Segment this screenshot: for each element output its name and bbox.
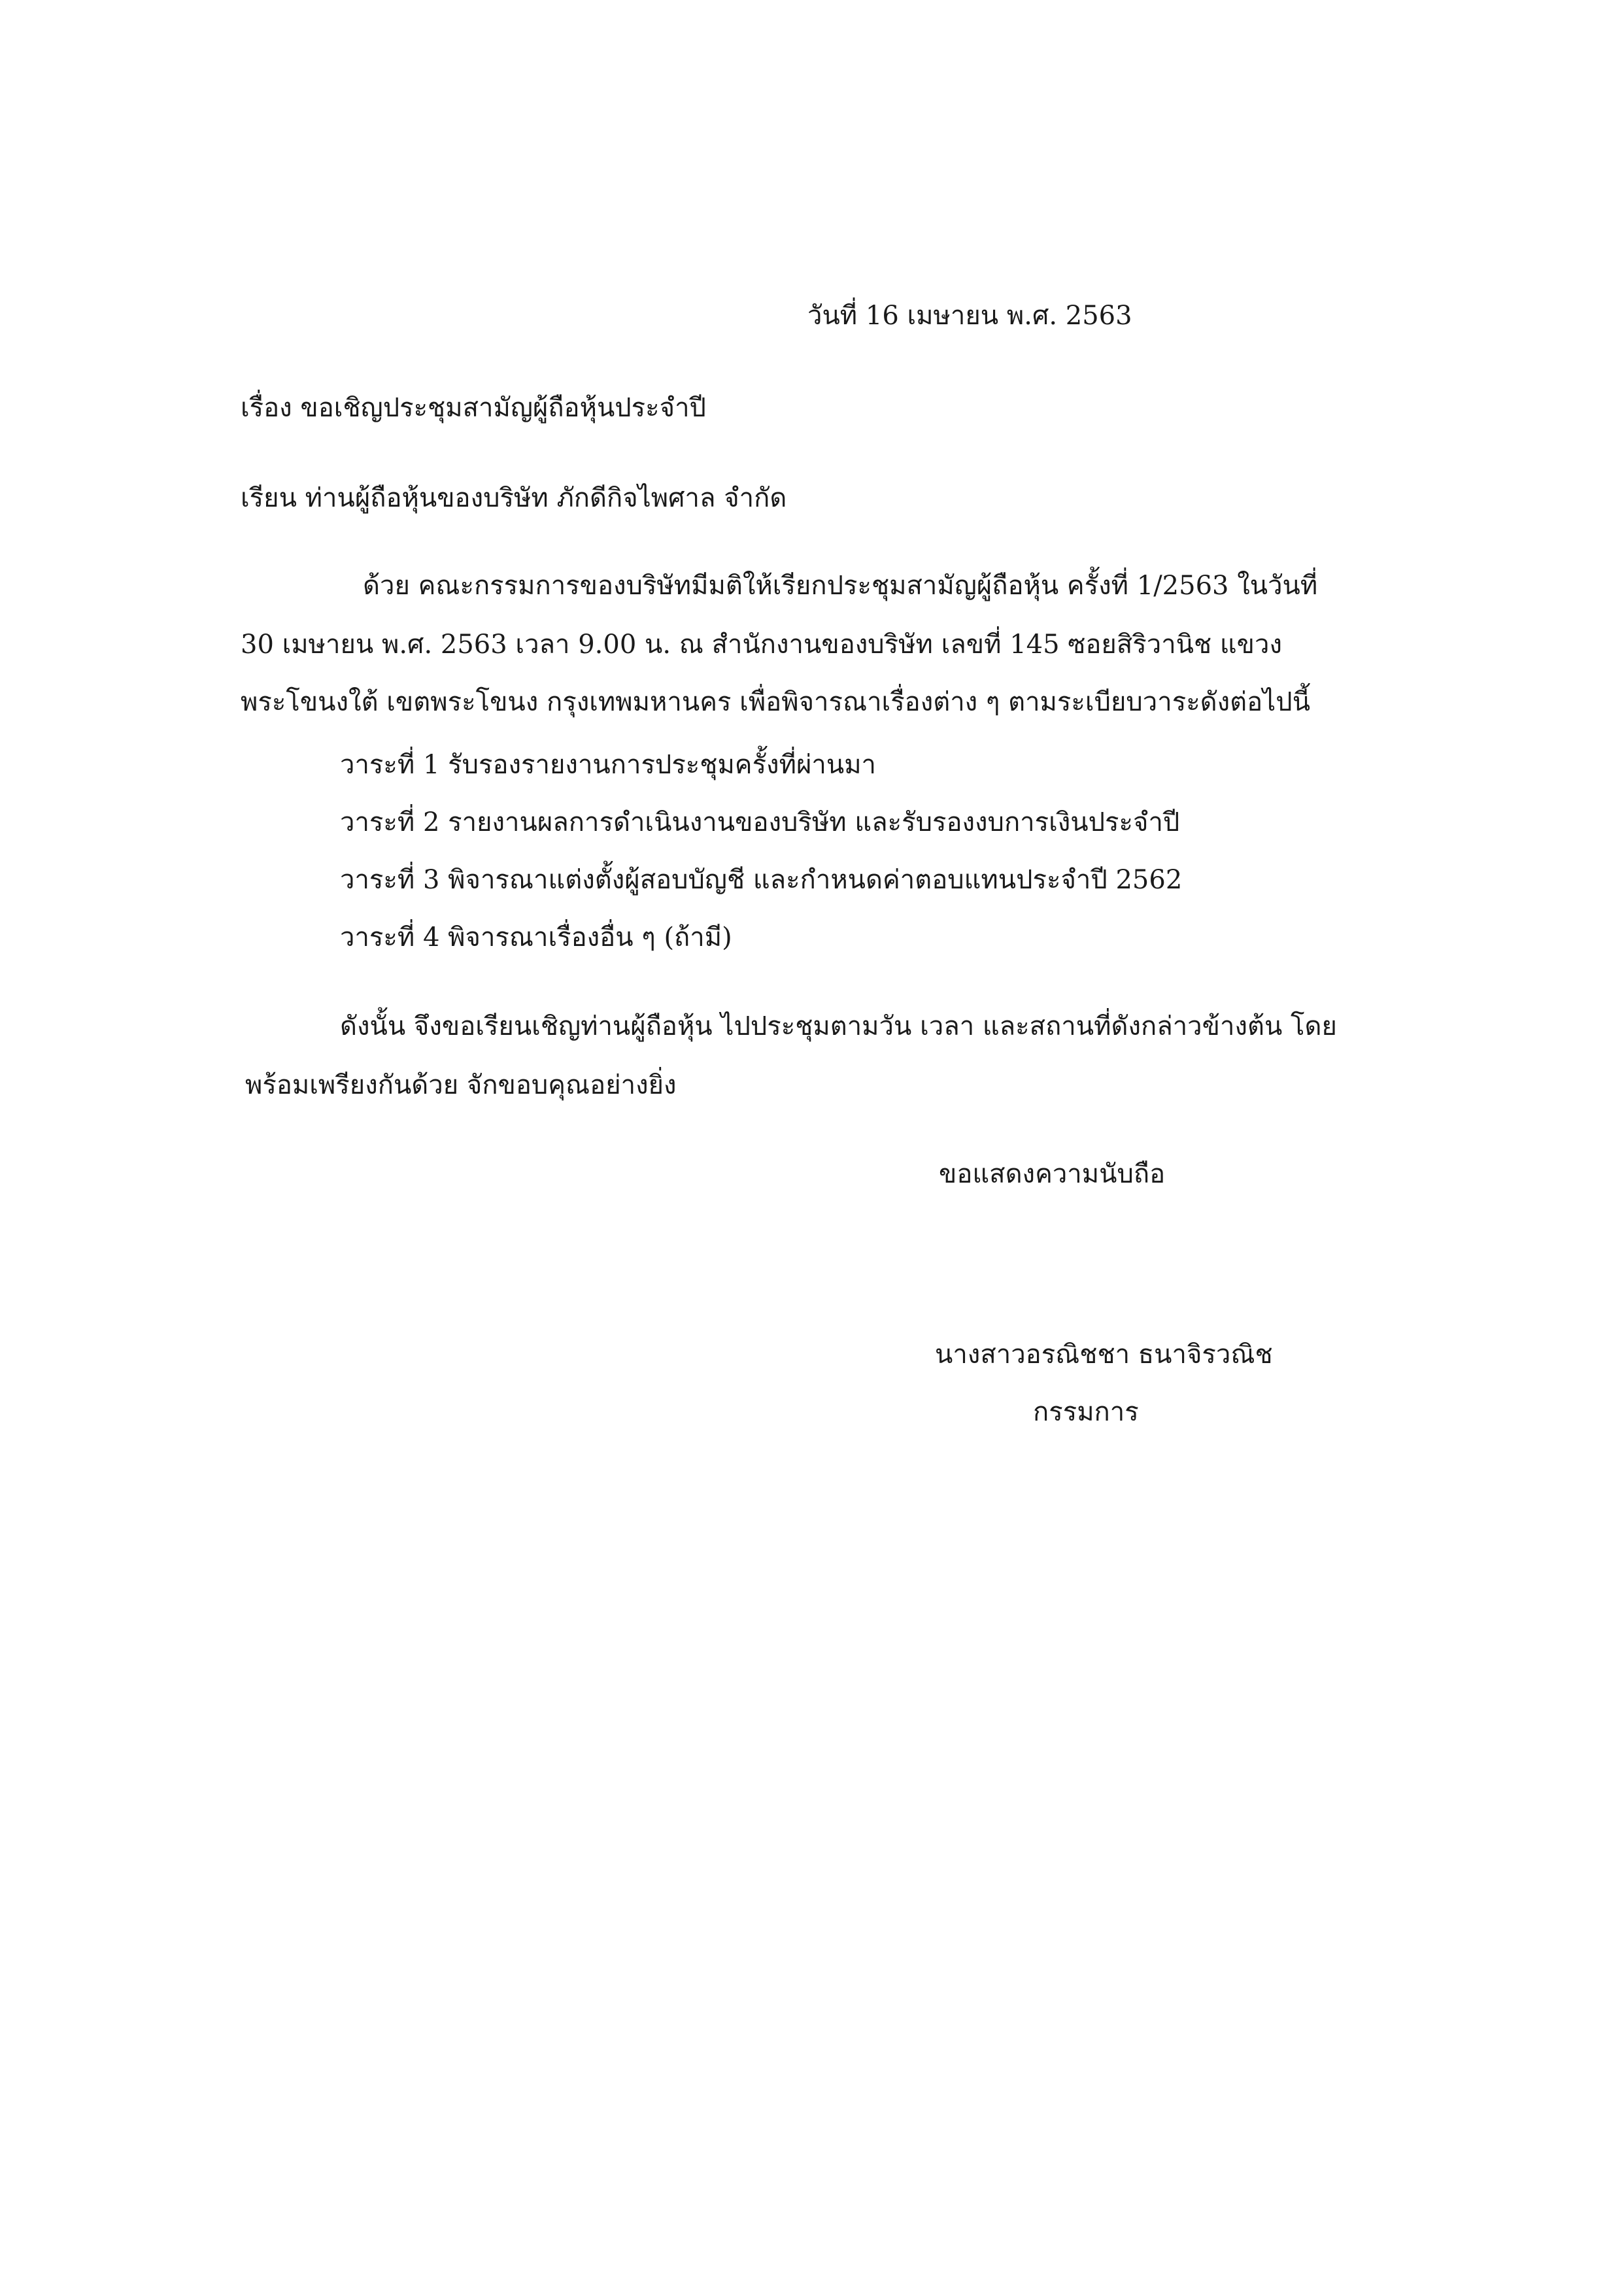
- agenda-item-4: วาระที่ 4 พิจารณาเรื่องอื่น ๆ (ถ้ามี): [340, 922, 732, 953]
- signer-title: กรรมการ: [1033, 1397, 1139, 1427]
- body-paragraph-1-line: พระโขนงใต้ เขตพระโขนง กรุงเทพมหานคร เพื่อพิจารณาเรื่องต่าง ๆ ตามระเบียบวาระดังต่อไปนี้: [241, 687, 1311, 717]
- agenda-item-3: วาระที่ 3 พิจารณาแต่งตั้งผู้สอบบัญชี และกำหนดค่าตอบแทนประจำปี 2562: [340, 865, 1183, 895]
- letter-date: วันที่ 16 เมษายน พ.ศ. 2563: [807, 301, 1132, 331]
- signer-name: นางสาวอรณิชชา ธนาจิรวณิช: [935, 1340, 1273, 1370]
- agenda-item-2: วาระที่ 2 รายงานผลการดำเนินงานของบริษัท และรับรองงบการเงินประจำปี: [340, 807, 1180, 837]
- body-paragraph-2-line: พร้อมเพรียงกันด้วย จักขอบคุณอย่างยิ่ง: [245, 1070, 677, 1100]
- closing-text: ขอแสดงความนับถือ: [939, 1159, 1166, 1189]
- letter-subject: เรื่อง ขอเชิญประชุมสามัญผู้ถือหุ้นประจำปี: [241, 393, 706, 423]
- body-paragraph-1-line: 30 เมษายน พ.ศ. 2563 เวลา 9.00 น. ณ สำนักงานของบริษัท เลขที่ 145 ซอยสิริวานิช แขวง: [241, 630, 1283, 660]
- agenda-item-1: วาระที่ 1 รับรองรายงานการประชุมครั้งที่ผ่านมา: [340, 750, 877, 780]
- letter-salutation: เรียน ท่านผู้ถือหุ้นของบริษัท ภักดีกิจไพศาล จำกัด: [241, 483, 787, 513]
- body-paragraph-1-line: ด้วย คณะกรรมการของบริษัทมีมติให้เรียกประชุมสามัญผู้ถือหุ้น ครั้งที่ 1/2563 ในวันที่: [363, 571, 1318, 601]
- body-paragraph-2-line: ดังนั้น จึงขอเรียนเชิญท่านผู้ถือหุ้น ไปประชุมตามวัน เวลา และสถานที่ดังกล่าวข้างต้น โดย: [340, 1011, 1337, 1041]
